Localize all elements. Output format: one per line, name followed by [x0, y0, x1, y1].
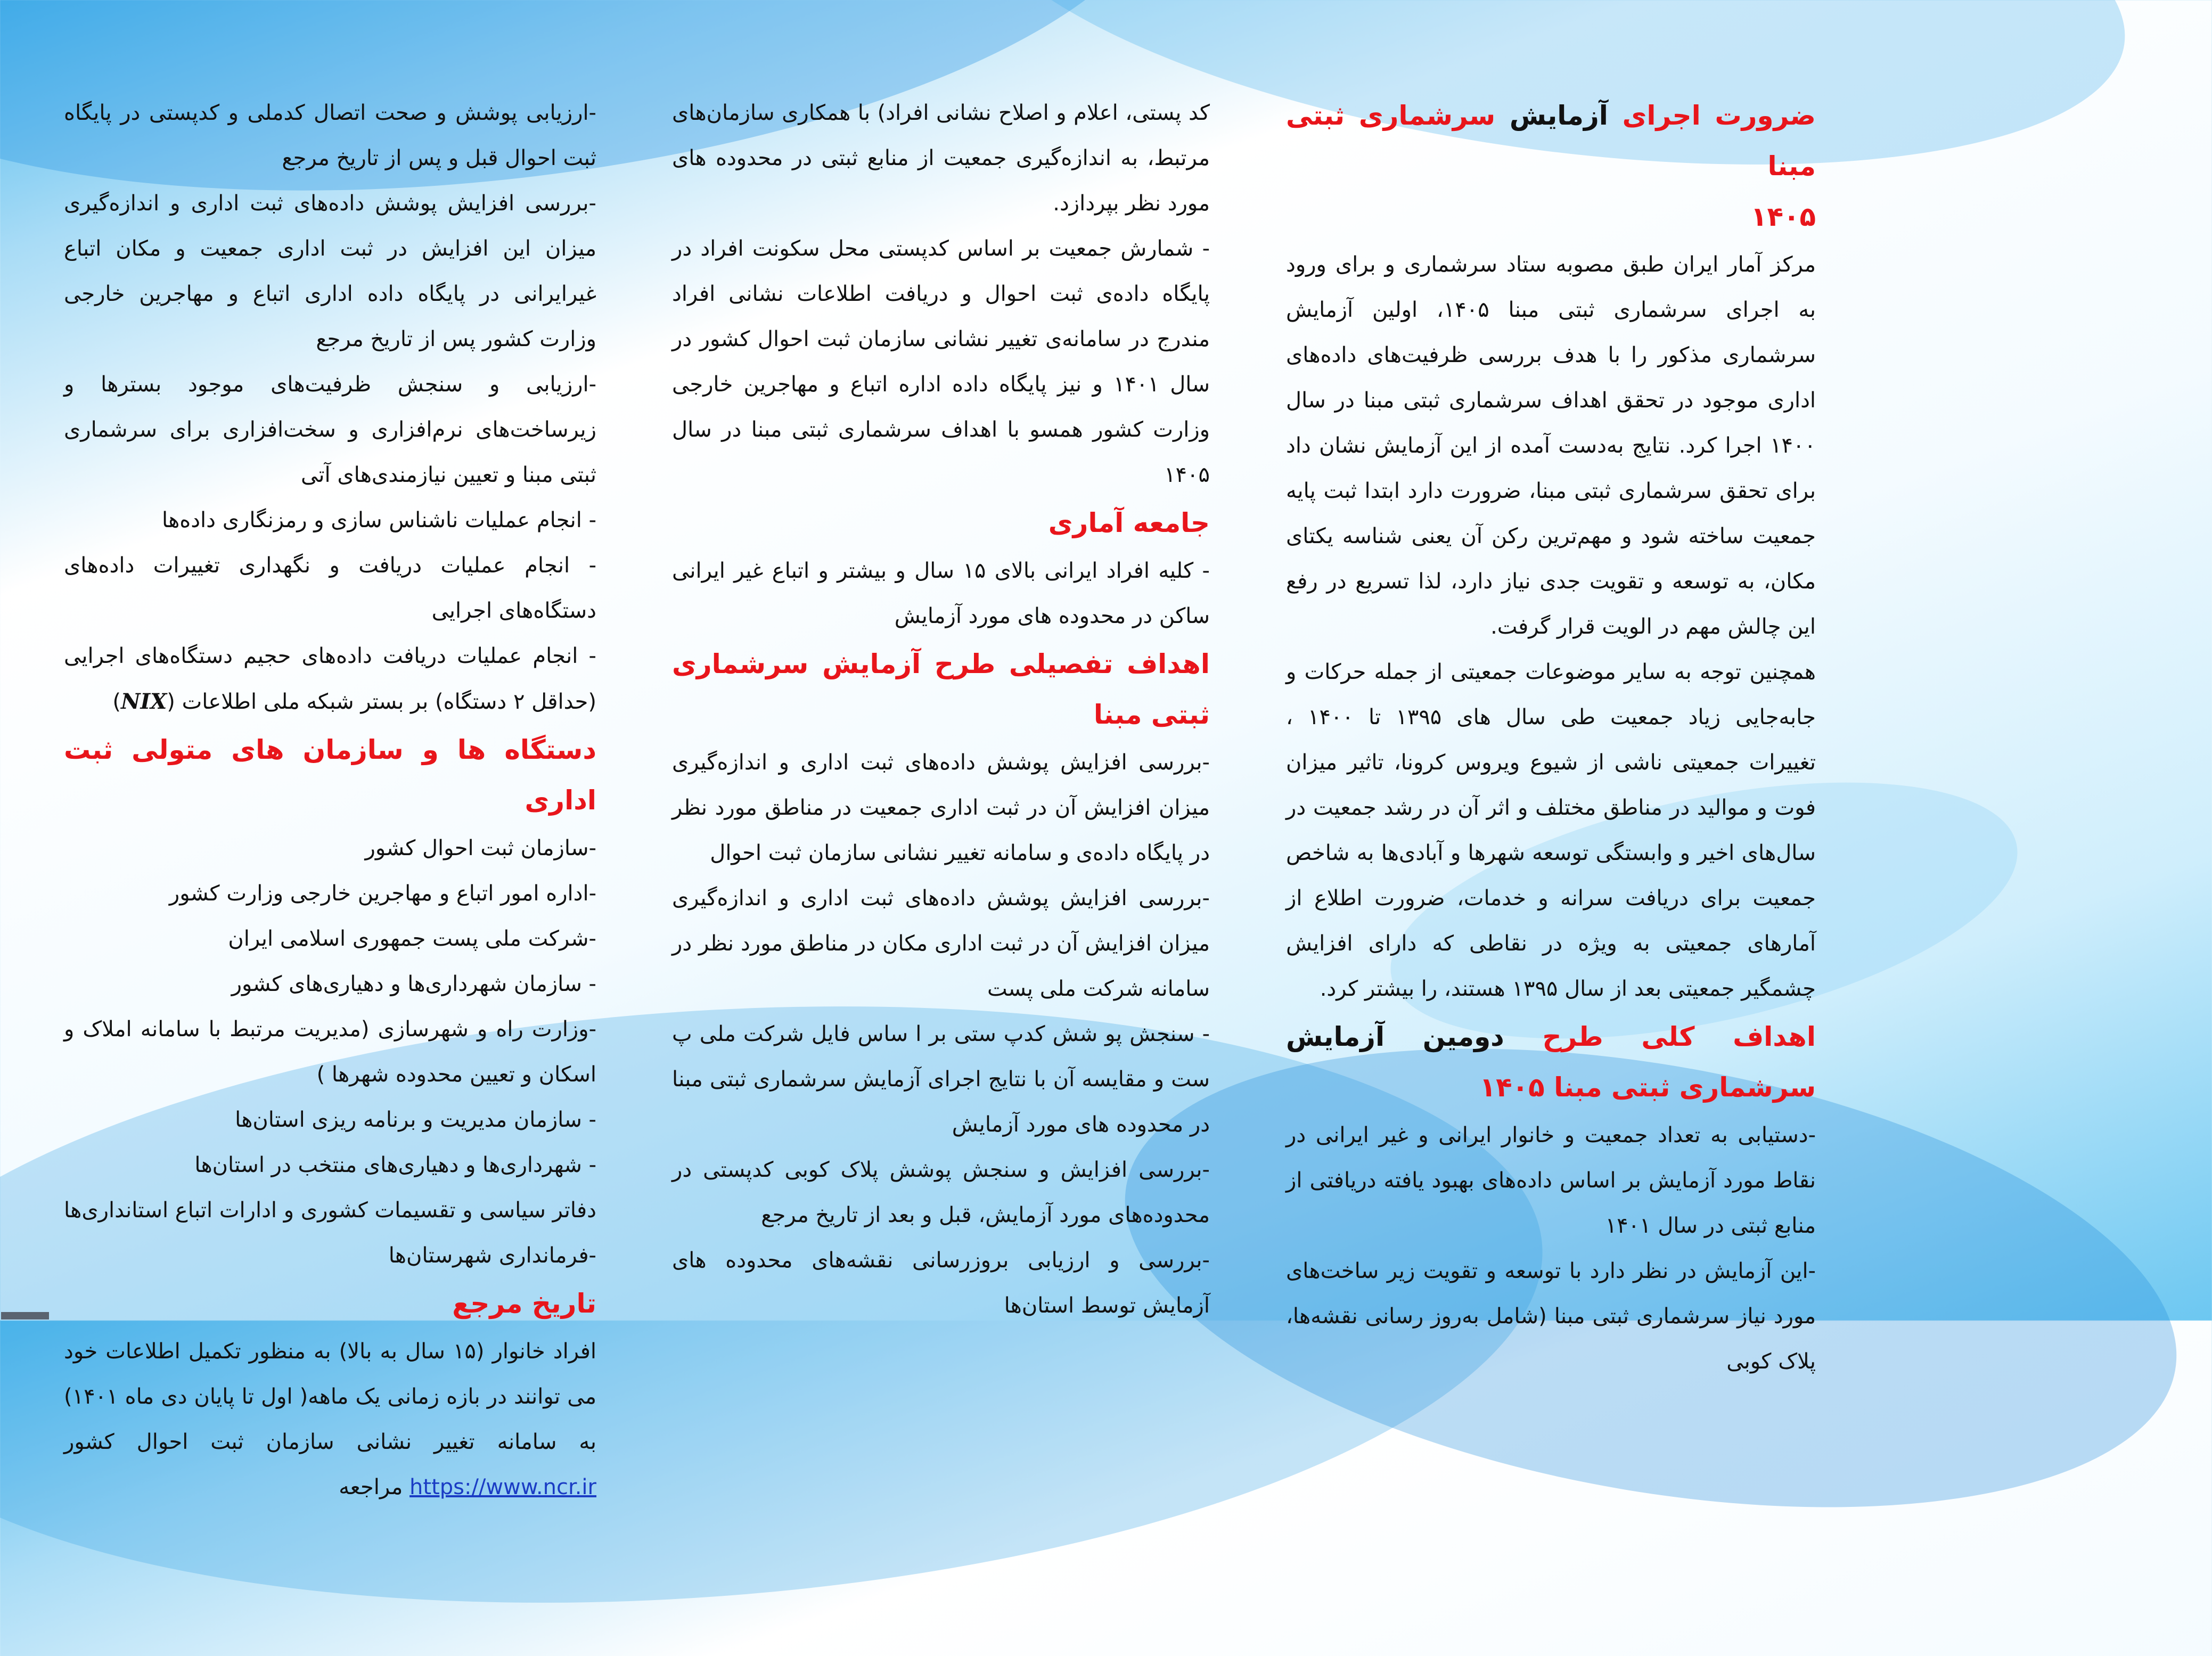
- heading-text: سرشماری ثبتی مبنا ۱۴۰۵: [1479, 1072, 1816, 1103]
- paragraph: - کلیه افراد ایرانی بالای ۱۵ سال و بیشتر و اتباع غیر ایرانی ساکن در محدوده های مورد آزمایش: [672, 559, 1210, 628]
- paragraph: -دستیابی به تعداد جمعیت و خانوار ایرانی و غیر ایرانی در نقاط مورد آزمایش بر اساس داده‌های بهبود یافته دریافتی از منابع ثبتی در سال ۱۴۰۱: [1286, 1123, 1816, 1238]
- corner-logo: [1, 1312, 49, 1319]
- paragraph: -بررسی افزایش پوشش داده‌های ثبت اداری و اندازه‌گیری میزان افزایش آن در ثبت اداری جمعیت در مناطق مورد نظر در پایگاه داده‌ی و سامانه تغییر نشانی سازمان ثبت احوال: [672, 750, 1210, 865]
- heading-statistical-population: جامعه آماری: [1048, 507, 1210, 538]
- ncr-link[interactable]: https://www.ncr.ir: [409, 1475, 596, 1499]
- right-column: [1286, 91, 1816, 1374]
- left-column: [64, 91, 596, 1499]
- paragraph-text: افراد خانوار (۱۵ سال به بالا) به منظور تکمیل اطلاعات خود می توانند در بازه زمانی یک ماهه( اول تا پایان دی ماه ۱۴۰۱) به سامانه تغییر نشانی سازمان ثبت احوال کشور: [64, 1339, 596, 1454]
- org-item: - شهرداری‌ها و دهیاری‌های منتخب در استان‌ها: [194, 1153, 596, 1177]
- paragraph: کد پستی، اعلام و اصلاح نشانی افراد) با همکاری سازمان‌های مرتبط، به اندازه‌گیری جمعیت از منابع ثبتی در محدوده های مورد نظر بپردازد.: [672, 101, 1210, 216]
- list-item: -ارزیابی پوشش و صحت اتصال کدملی و کدپستی در پایگاه ثبت احوال قبل و پس از تاریخ مرجع: [64, 101, 596, 170]
- org-item: دفاتر سیاسی و تقسیمات کشوری و ادارات اتباع استانداری‌ها: [64, 1198, 596, 1223]
- list-item: -ارزیابی و سنجش ظرفیت‌های موجود بسترها و زیرساخت‌های نرم‌افزاری و سخت‌افزاری برای سرشماری ثبتی مبنا و تعیین نیازمندی‌های آتی: [64, 372, 596, 487]
- heading-text: ۱۴۰۵: [1750, 201, 1816, 232]
- paragraph: -بررسی و ارزیابی بروزرسانی نقشه‌های محدوده های آزمایش توسط استان‌ها: [672, 1248, 1210, 1318]
- paragraph: -این آزمایش در نظر دارد با توسعه و تقویت زیر ساخت‌های مورد نیاز سرشماری ثبتی مبنا (شامل به‌روز رسانی نقشه‌ها، پلاک کوبی: [1286, 1259, 1816, 1374]
- heading-necessity: [1286, 91, 1816, 242]
- org-item: -اداره امور اتباع و مهاجرین خارجی وزارت کشور: [169, 881, 596, 906]
- paragraph: [64, 1329, 596, 1510]
- paragraph: مرکز آمار ایران طبق مصوبه ستاد سرشماری و برای ورود به اجرای سرشماری ثبتی مبنا ۱۴۰۵، اولین آزمایش سرشماری مذکور را با هدف بررسی ظرفیت‌های داده‌های اداری موجود در تحقق اهداف سرشماری ثبتی مبنا در سال ۱۴۰۰ اجرا کرد. نتایج به‌دست آمده از این آزمایش نشان داد برای تحقق سرشماری ثبتی مبنا، ضرورت دارد ابتدا ثبت پایه جمعیت ساخته شود و مهم‌ترین رکن آن یعنی شناسه یکتای مکان، به توسعه و تقویت جدی نیاز دارد، لذا تسریع در رفع این چالش مهم در الویت قرار گرفت.: [1286, 252, 1816, 639]
- nix-label: NIX: [120, 689, 167, 714]
- heading-text: ضرورت اجرای: [1622, 100, 1816, 131]
- list-item-text: - انجام عملیات دریافت داده‌های حجیم دستگاه‌های اجرایی (حداقل ۲ دستگاه) بر بستر شبکه ملی اطلاعات (: [64, 644, 596, 714]
- list-item: - انجام عملیات ناشناس سازی و رمزنگاری داده‌ها: [162, 508, 596, 532]
- list-item: - انجام عملیات دریافت و نگهداری تغییرات داده‌های دستگاه‌های اجرایی: [64, 553, 596, 623]
- org-item: -سازمان ثبت احوال کشور: [365, 836, 596, 860]
- paragraph: -بررسی افزایش و سنجش پوشش پلاک کوبی کدپستی در محدوده‌های مورد آزمایش، قبل و بعد از تاریخ مرجع: [672, 1158, 1210, 1227]
- org-item: - سازمان شهرداری‌ها و دهیاری‌های کشور: [231, 972, 596, 996]
- heading-text: آزمایش: [1509, 100, 1608, 131]
- org-item: -وزارت راه و شهرسازی (مدیریت مرتبط با سامانه املاک و اسکان و تعیین محدوده شهرها ): [64, 1017, 596, 1087]
- org-item: -فرمانداری شهرستان‌ها: [388, 1243, 596, 1268]
- list-item: [64, 634, 596, 725]
- list-item: -بررسی افزایش پوشش داده‌های ثبت اداری و اندازه‌گیری میزان این افزایش در ثبت اداری جمعیت و مکان اتباع غیرایرانی در پایگاه داده اداری اتباع و مهاجرین خارجی وزارت کشور پس از تاریخ مرجع: [64, 191, 596, 351]
- middle-column: [672, 91, 1210, 1318]
- heading-organizations: دستگاه ها و سازمان های متولی ثبت اداری: [64, 734, 596, 816]
- org-item: -شرکت ملی پست جمهوری اسلامی ایران: [228, 927, 596, 951]
- heading-text: اهداف کلی طرح: [1542, 1021, 1816, 1052]
- heading-text: دومین آزمایش: [1286, 1021, 1504, 1052]
- paragraph: - شمارش جمعیت بر اساس کدپستی محل سکونت افراد در پایگاه داده‌ی ثبت احوال و دریافت اطلاعات نشانی افراد مندرج در سامانه‌ی تغییر نشانی سازمان ثبت احوال کشور در سال ۱۴۰۱ و نیز پایگاه داده اداره اتباع و مهاجرین خارجی وزارت کشور همسو با اهداف سرشماری ثبتی مبنا در سال ۱۴۰۵: [672, 236, 1210, 487]
- heading-reference-date: تاریخ مرجع: [452, 1288, 596, 1319]
- paragraph: همچنین توجه به سایر موضوعات جمعیتی از جمله حرکات و جابه‌جایی زیاد جمعیت طی سال های ۱۳۹۵ تا ۱۴۰۰ ، تغییرات جمعیتی ناشی از شیوع ویروس کرونا، تاثیر میزان فوت و موالید در مناطق مختلف و اثر آن در رشد جمعیت در سال‌های اخیر و وابستگی توسعه شهرها و آبادی‌ها به شاخص جمعیت برای دریافت سرانه و خدمات، ضرورت اطلاع از آمارهای جمعیتی به ویژه در نقاطی که دارای افزایش چشمگیر جمعیتی بعد از سال ۱۳۹۵ هستند، را بیشتر کرد.: [1286, 660, 1816, 1001]
- paragraph: -بررسی افزایش پوشش داده‌های ثبت اداری و اندازه‌گیری میزان افزایش آن در ثبت اداری مکان در مناطق مورد نظر در سامانه شرکت ملی پست: [672, 886, 1210, 1001]
- heading-general-goals: [1286, 1012, 1816, 1113]
- paragraph-text: مراجعه: [339, 1475, 403, 1499]
- list-item-text: ): [112, 690, 121, 714]
- org-item: - سازمان مدیریت و برنامه ریزی استان‌ها: [235, 1108, 596, 1132]
- heading-text: سرشماری ثبتی مبنا: [1286, 100, 1816, 182]
- heading-detailed-goals: اهداف تفصیلی طرح آزمایش سرشماری ثبتی مبنا: [672, 649, 1210, 730]
- paragraph: - سنجش پو شش کدپ ستی بر ا ساس فایل شرکت ملی پ ست و مقایسه آن با نتایج اجرای آزمایش سرشماری ثبتی مبنا در محدوده های مورد آزمایش: [672, 1022, 1210, 1137]
